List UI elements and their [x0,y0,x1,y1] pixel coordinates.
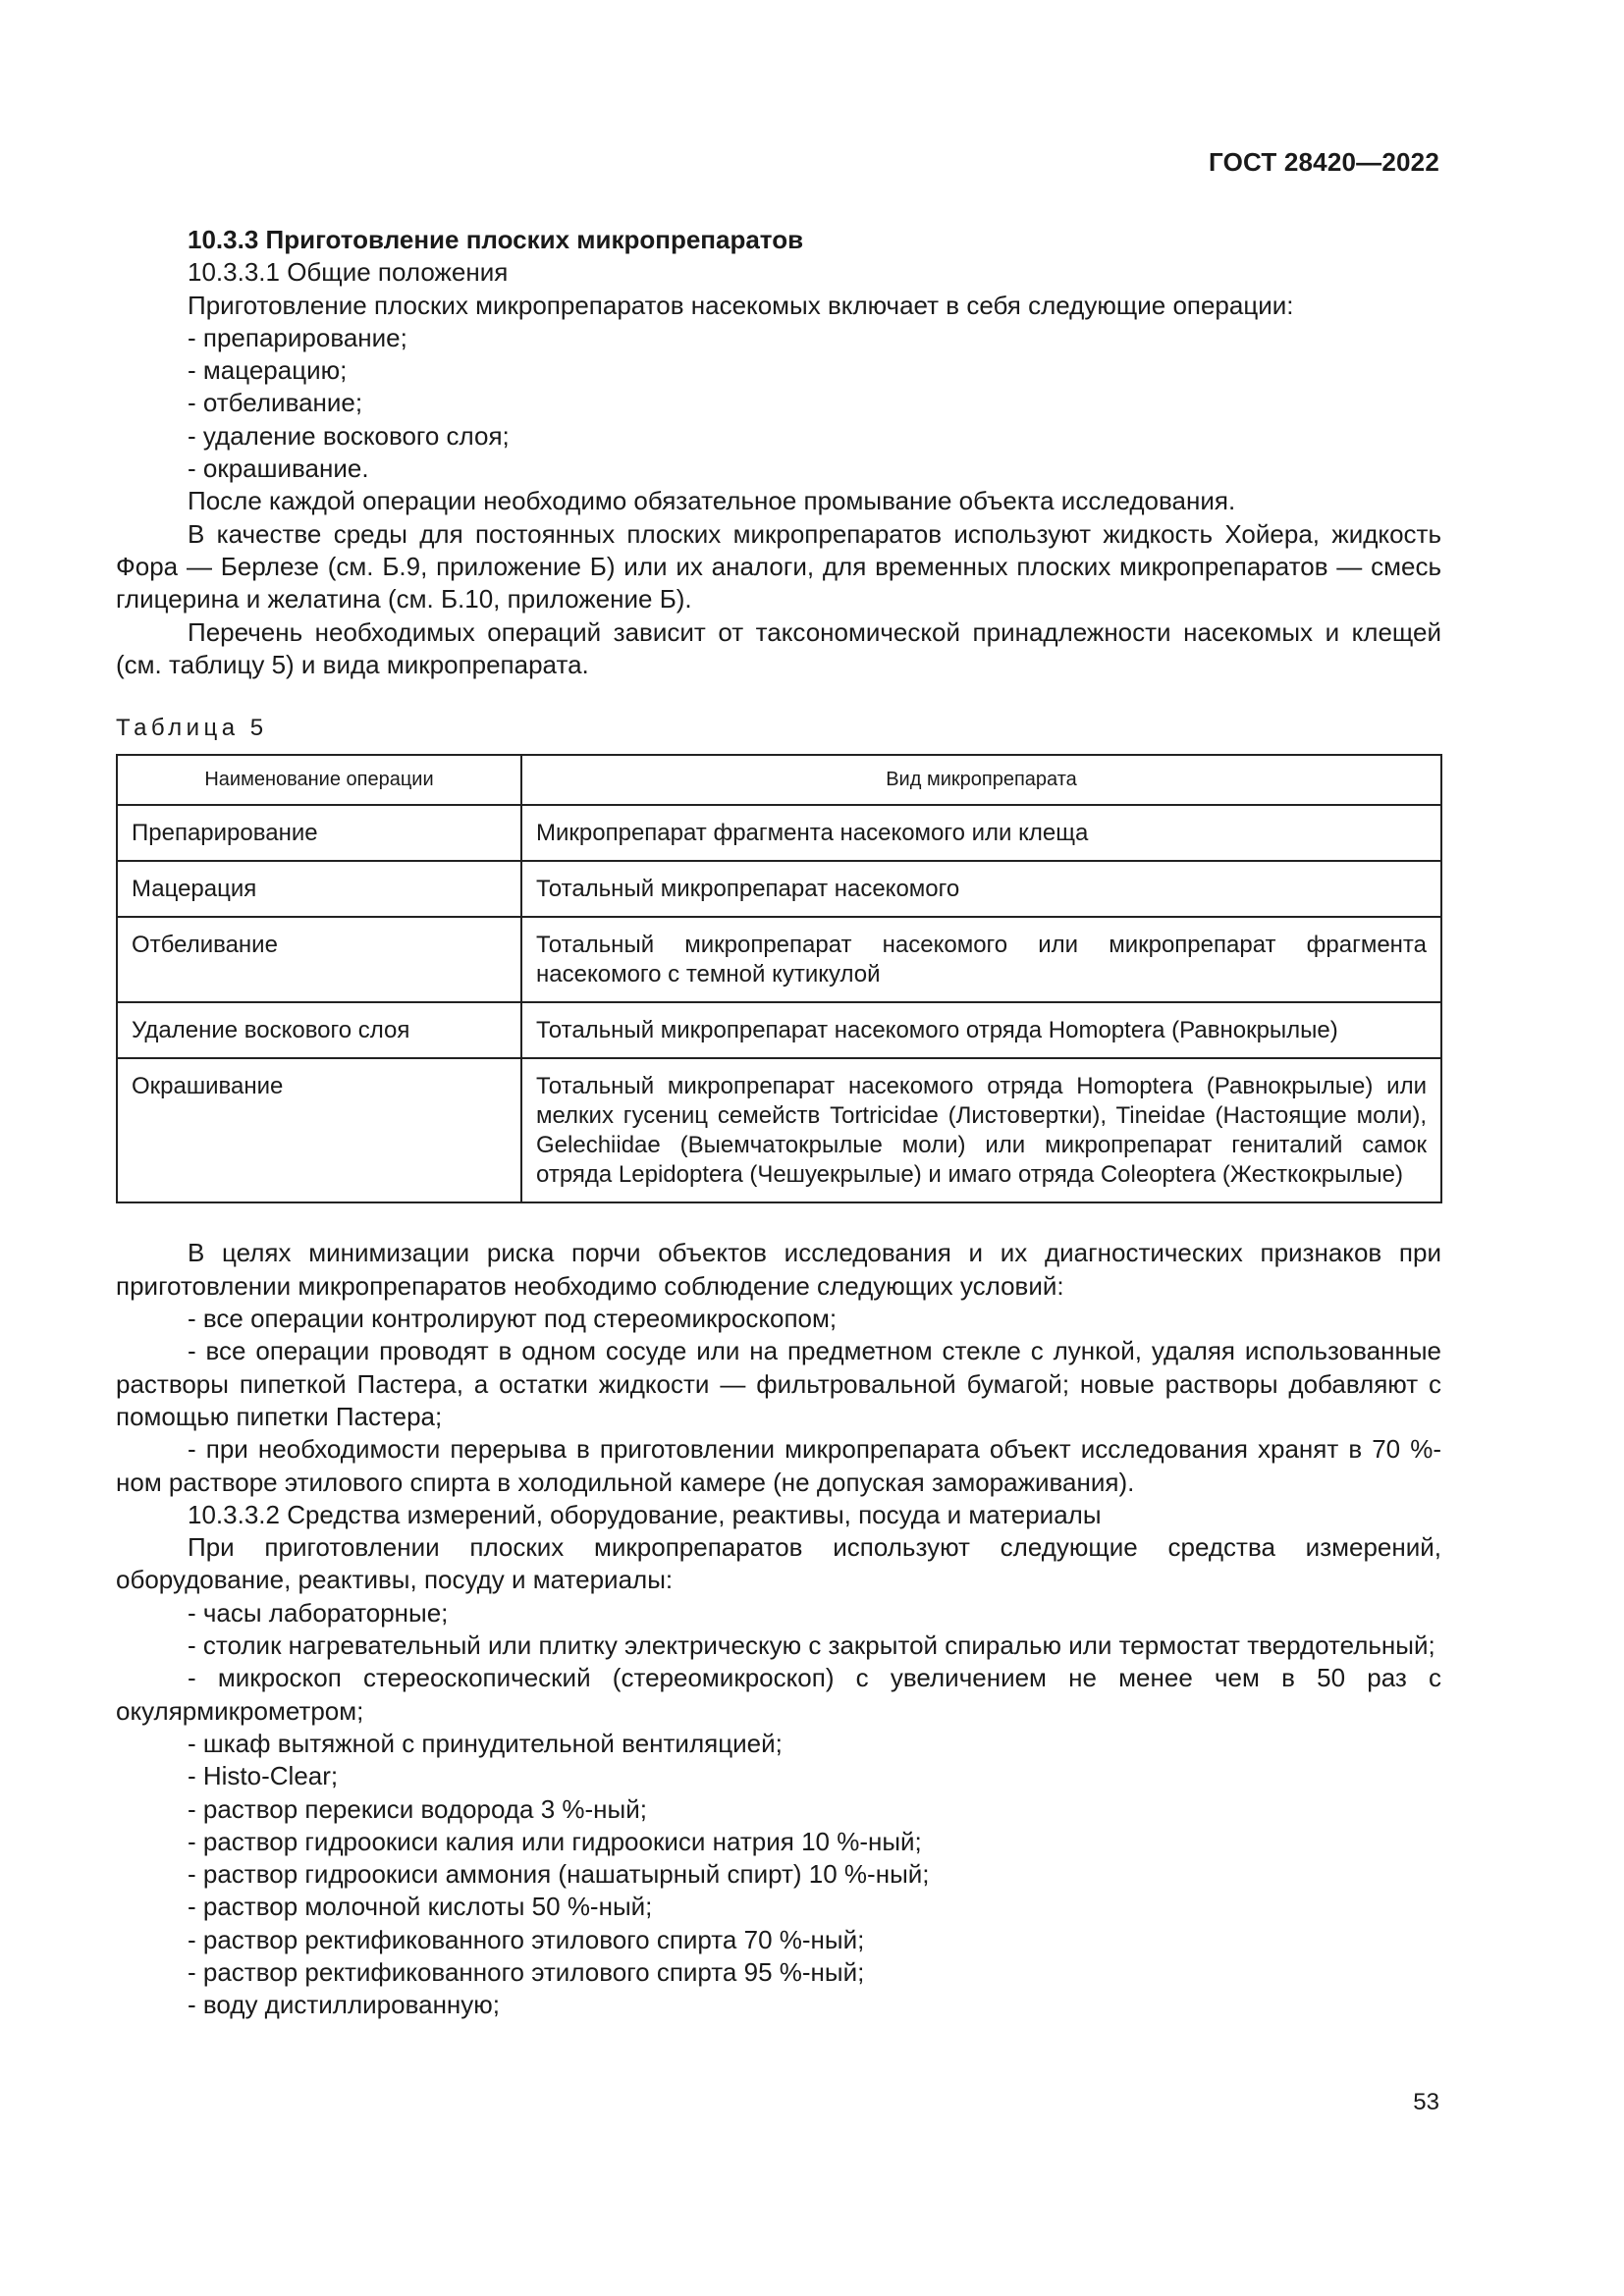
subsection-heading: 10.3.3.2 Средства измерений, оборудование, реактивы, посуда и материалы [188,1499,1102,1529]
table-cell-kind: Тотальный микропрепарат насекомого отряда Homoptera (Равнокрылые) [521,1002,1441,1058]
table-cell-kind: Микропрепарат фрагмента насекомого или клеща [521,805,1441,861]
paragraph: После каждой операции необходимо обязательное промывание объекта исследования. [188,486,1236,516]
paragraph: В целях минимизации риска порчи объектов исследования и их диагностических признаков при приготовлении микропрепаратов необходимо соблюдение следующих условий: [116,1238,1441,1301]
section-title: 10.3.3 Приготовление плоских микропрепаратов [188,225,804,254]
document-code: ГОСТ 28420—2022 [1209,147,1439,177]
table-row [117,805,1441,861]
table-cell-kind: Тотальный микропрепарат насекомого или микропрепарат фрагмента насекомого с темной кутикулой [521,917,1441,1002]
table-cell-operation: Отбеливание [117,917,521,1002]
table-cell-operation: Препарирование [117,805,521,861]
table-row [117,917,1441,1002]
list-item: - окрашивание. [188,454,369,484]
table-row [117,1002,1441,1058]
paragraph: В качестве среды для постоянных плоских микропрепаратов используют жидкость Хойера, жидкость Фора — Берлезе (см. Б.9, приложение Б) или их аналоги, для временных плоских микропрепаратов — смесь глицерина и желатина (см. Б.10, приложение Б). [116,518,1441,614]
list-item: - отбеливание; [188,388,363,418]
list-item: - столик нагревательный или плитку электрическую с закрытой спиралью или термостат твердотельный; [188,1630,1435,1661]
table-row [117,861,1441,917]
operations-table [116,754,1442,1203]
list-item: - препарирование; [188,322,407,352]
table-cell-kind: Тотальный микропрепарат насекомого [521,861,1441,917]
list-item: - удаление воскового слоя; [188,420,510,451]
list-item: - раствор ректификованного этилового спирта 95 %-ный; [188,1956,865,1987]
table-cell-operation: Мацерация [117,861,521,917]
list-item: - раствор гидроокиси калия или гидроокиси натрия 10 %-ный; [188,1826,922,1856]
list-item: - при необходимости перерыва в приготовлении микропрепарата объект исследования хранят в 70 %-ном растворе этилового спирта в холодильной камере (не допуская замораживания). [116,1434,1441,1497]
list-item: - воду дистиллированную; [188,1990,501,2020]
table-cell-operation: Удаление воскового слоя [117,1002,521,1058]
paragraph: Приготовление плоских микропрепаратов насекомых включает в себя следующие операции: [188,290,1294,320]
list-item: - все операции проводят в одном сосуде или на предметном стекле с лункой, удаляя использованные растворы пипеткой Пастера, а остатки жидкости — фильтровальной бумагой; новые растворы добавляют с помощью пипетки Пастера; [116,1336,1441,1431]
paragraph: Перечень необходимых операций зависит от таксономической принадлежности насекомых и клещей (см. таблицу 5) и вида микропрепарата. [116,616,1441,679]
list-item: - все операции контролируют под стереомикроскопом; [188,1304,838,1334]
page-number: 53 [1413,2089,1439,2115]
list-item: - мацерацию; [188,355,348,386]
table-caption: Таблица 5 [116,715,268,742]
list-item: - микроскоп стереоскопический (стереомикроскоп) с увеличением не менее чем в 50 раз с окулярмикрометром; [116,1663,1441,1726]
list-item: - раствор перекиси водорода 3 %-ный; [188,1793,647,1824]
subsection-heading: 10.3.3.1 Общие положения [188,257,509,288]
table-header-row [117,755,1441,805]
table-cell-operation: Окрашивание [117,1058,521,1202]
table-header-cell: Наименование операции [117,755,521,805]
list-item: - Histo-Clear; [188,1761,339,1791]
list-item: - раствор гидроокиси аммония (нашатырный спирт) 10 %-ный; [188,1859,930,1890]
list-item: - раствор ректификованного этилового спирта 70 %-ный; [188,1924,865,1954]
page-content [116,224,1441,2022]
list-item: - шкаф вытяжной с принудительной вентиляцией; [188,1728,783,1758]
paragraph: При приготовлении плоских микропрепаратов используют следующие средства измерений, оборудование, реактивы, посуду и материалы: [116,1532,1441,1595]
list-item: - раствор молочной кислоты 50 %-ный; [188,1892,653,1922]
list-item: - часы лабораторные; [188,1597,449,1628]
table-header-cell: Вид микропрепарата [521,755,1441,805]
table-cell-kind: Тотальный микропрепарат насекомого отряда Homoptera (Равнокрылые) или мелких гусениц семейств Tortricidae (Листовертки), Tineidae (Настоящие моли), Gelechiidae (Выемчатокрылые моли) или микропрепарат гениталий самок отряда Lepidoptera (Чешуекрылые) и имаго отряда Coleoptera (Жесткокрылые) [521,1058,1441,1202]
table-row [117,1058,1441,1202]
